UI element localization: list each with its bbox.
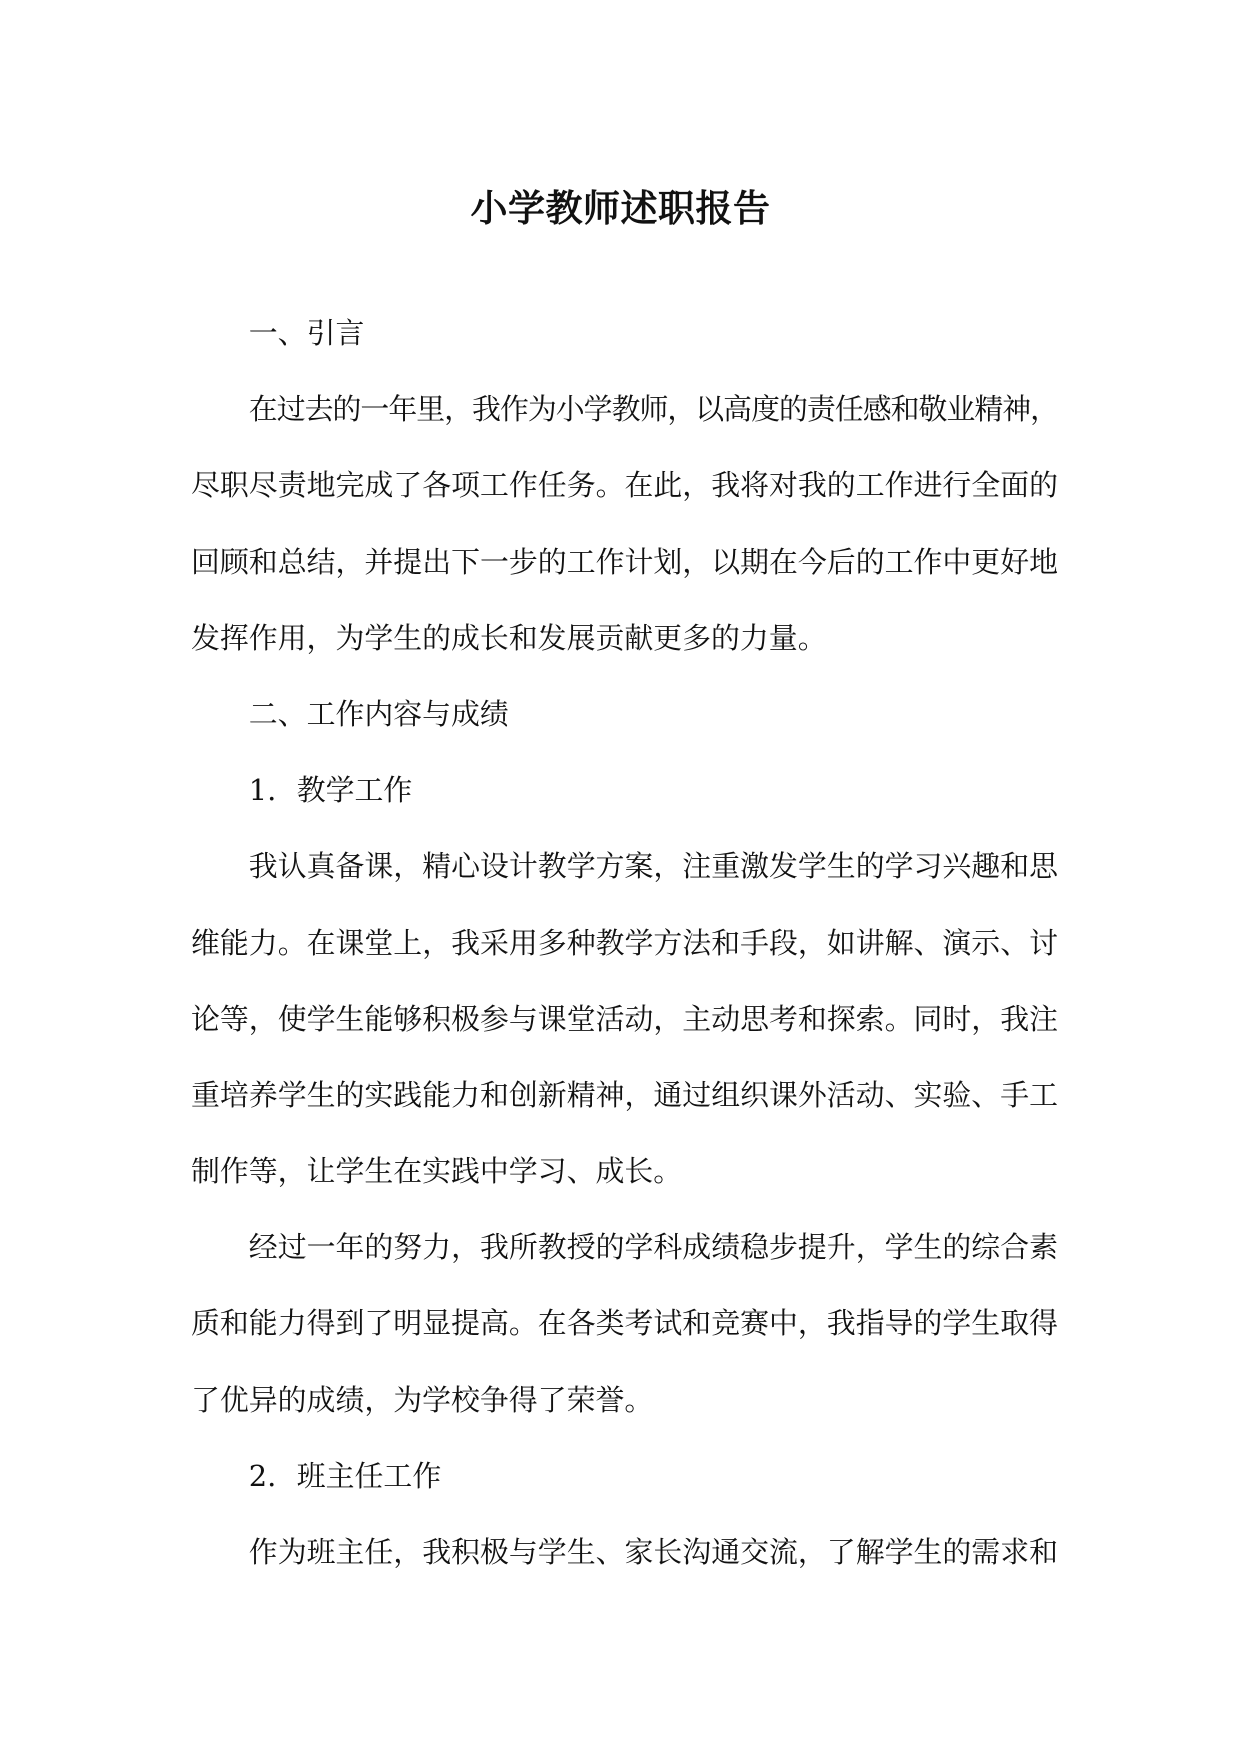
subheading-label: 教学工作 — [296, 773, 413, 808]
paragraph-line: 质和能力得到了明显提高。在各类考试和竞赛中，我指导的学生取得 — [191, 1306, 1058, 1341]
paragraph-line: 回顾和总结，并提出下一步的工作计划，以期在今后的工作中更好地 — [191, 544, 1058, 579]
subheading-number: 2. — [248, 1458, 277, 1493]
subheading-class-teacher — [191, 1438, 1058, 1514]
teaching-paragraph-2 — [191, 1209, 1058, 1438]
subheading-number: 1. — [248, 773, 277, 808]
paragraph-line: 在过去的一年里，我作为小学教师，以高度的责任感和敬业精神， — [248, 392, 1058, 427]
paragraph-line: 我认真备课，精心设计教学方案，注重激发学生的学习兴趣和思 — [248, 849, 1058, 884]
paragraph-line: 论等，使学生能够积极参与课堂活动，主动思考和探索。同时，我注 — [191, 1001, 1058, 1036]
paragraph-line: 经过一年的努力，我所教授的学科成绩稳步提升，学生的综合素 — [248, 1230, 1058, 1265]
paragraph-line: 维能力。在课堂上，我采用多种教学方法和手段，如讲解、演示、讨 — [191, 925, 1058, 960]
intro-paragraph — [191, 371, 1058, 676]
paragraph-line: 作为班主任，我积极与学生、家长沟通交流，了解学生的需求和 — [248, 1535, 1058, 1569]
section-heading-work: 二、工作内容与成绩 — [248, 696, 509, 731]
document-title: 小学教师述职报告 — [470, 186, 771, 230]
paragraph-line: 重培养学生的实践能力和创新精神，通过组织课外活动、实验、手工 — [191, 1077, 1058, 1112]
paragraph-line: 制作等，让学生在实践中学习、成长。 — [191, 1154, 683, 1189]
subheading-teaching — [191, 752, 1058, 828]
document-body — [191, 295, 1058, 1590]
paragraph-line: 尽职尽责地完成了各项工作任务。在此，我将对我的工作进行全面的 — [191, 468, 1058, 503]
paragraph-line: 了优异的成绩，为学校争得了荣誉。 — [191, 1382, 654, 1417]
teaching-paragraph-1 — [191, 828, 1058, 1209]
class-teacher-paragraph-1 — [191, 1514, 1058, 1590]
subheading-label: 班主任工作 — [296, 1458, 442, 1493]
section-heading-intro: 一、引言 — [248, 316, 365, 350]
paragraph-line: 发挥作用，为学生的成长和发展贡献更多的力量。 — [191, 620, 827, 655]
